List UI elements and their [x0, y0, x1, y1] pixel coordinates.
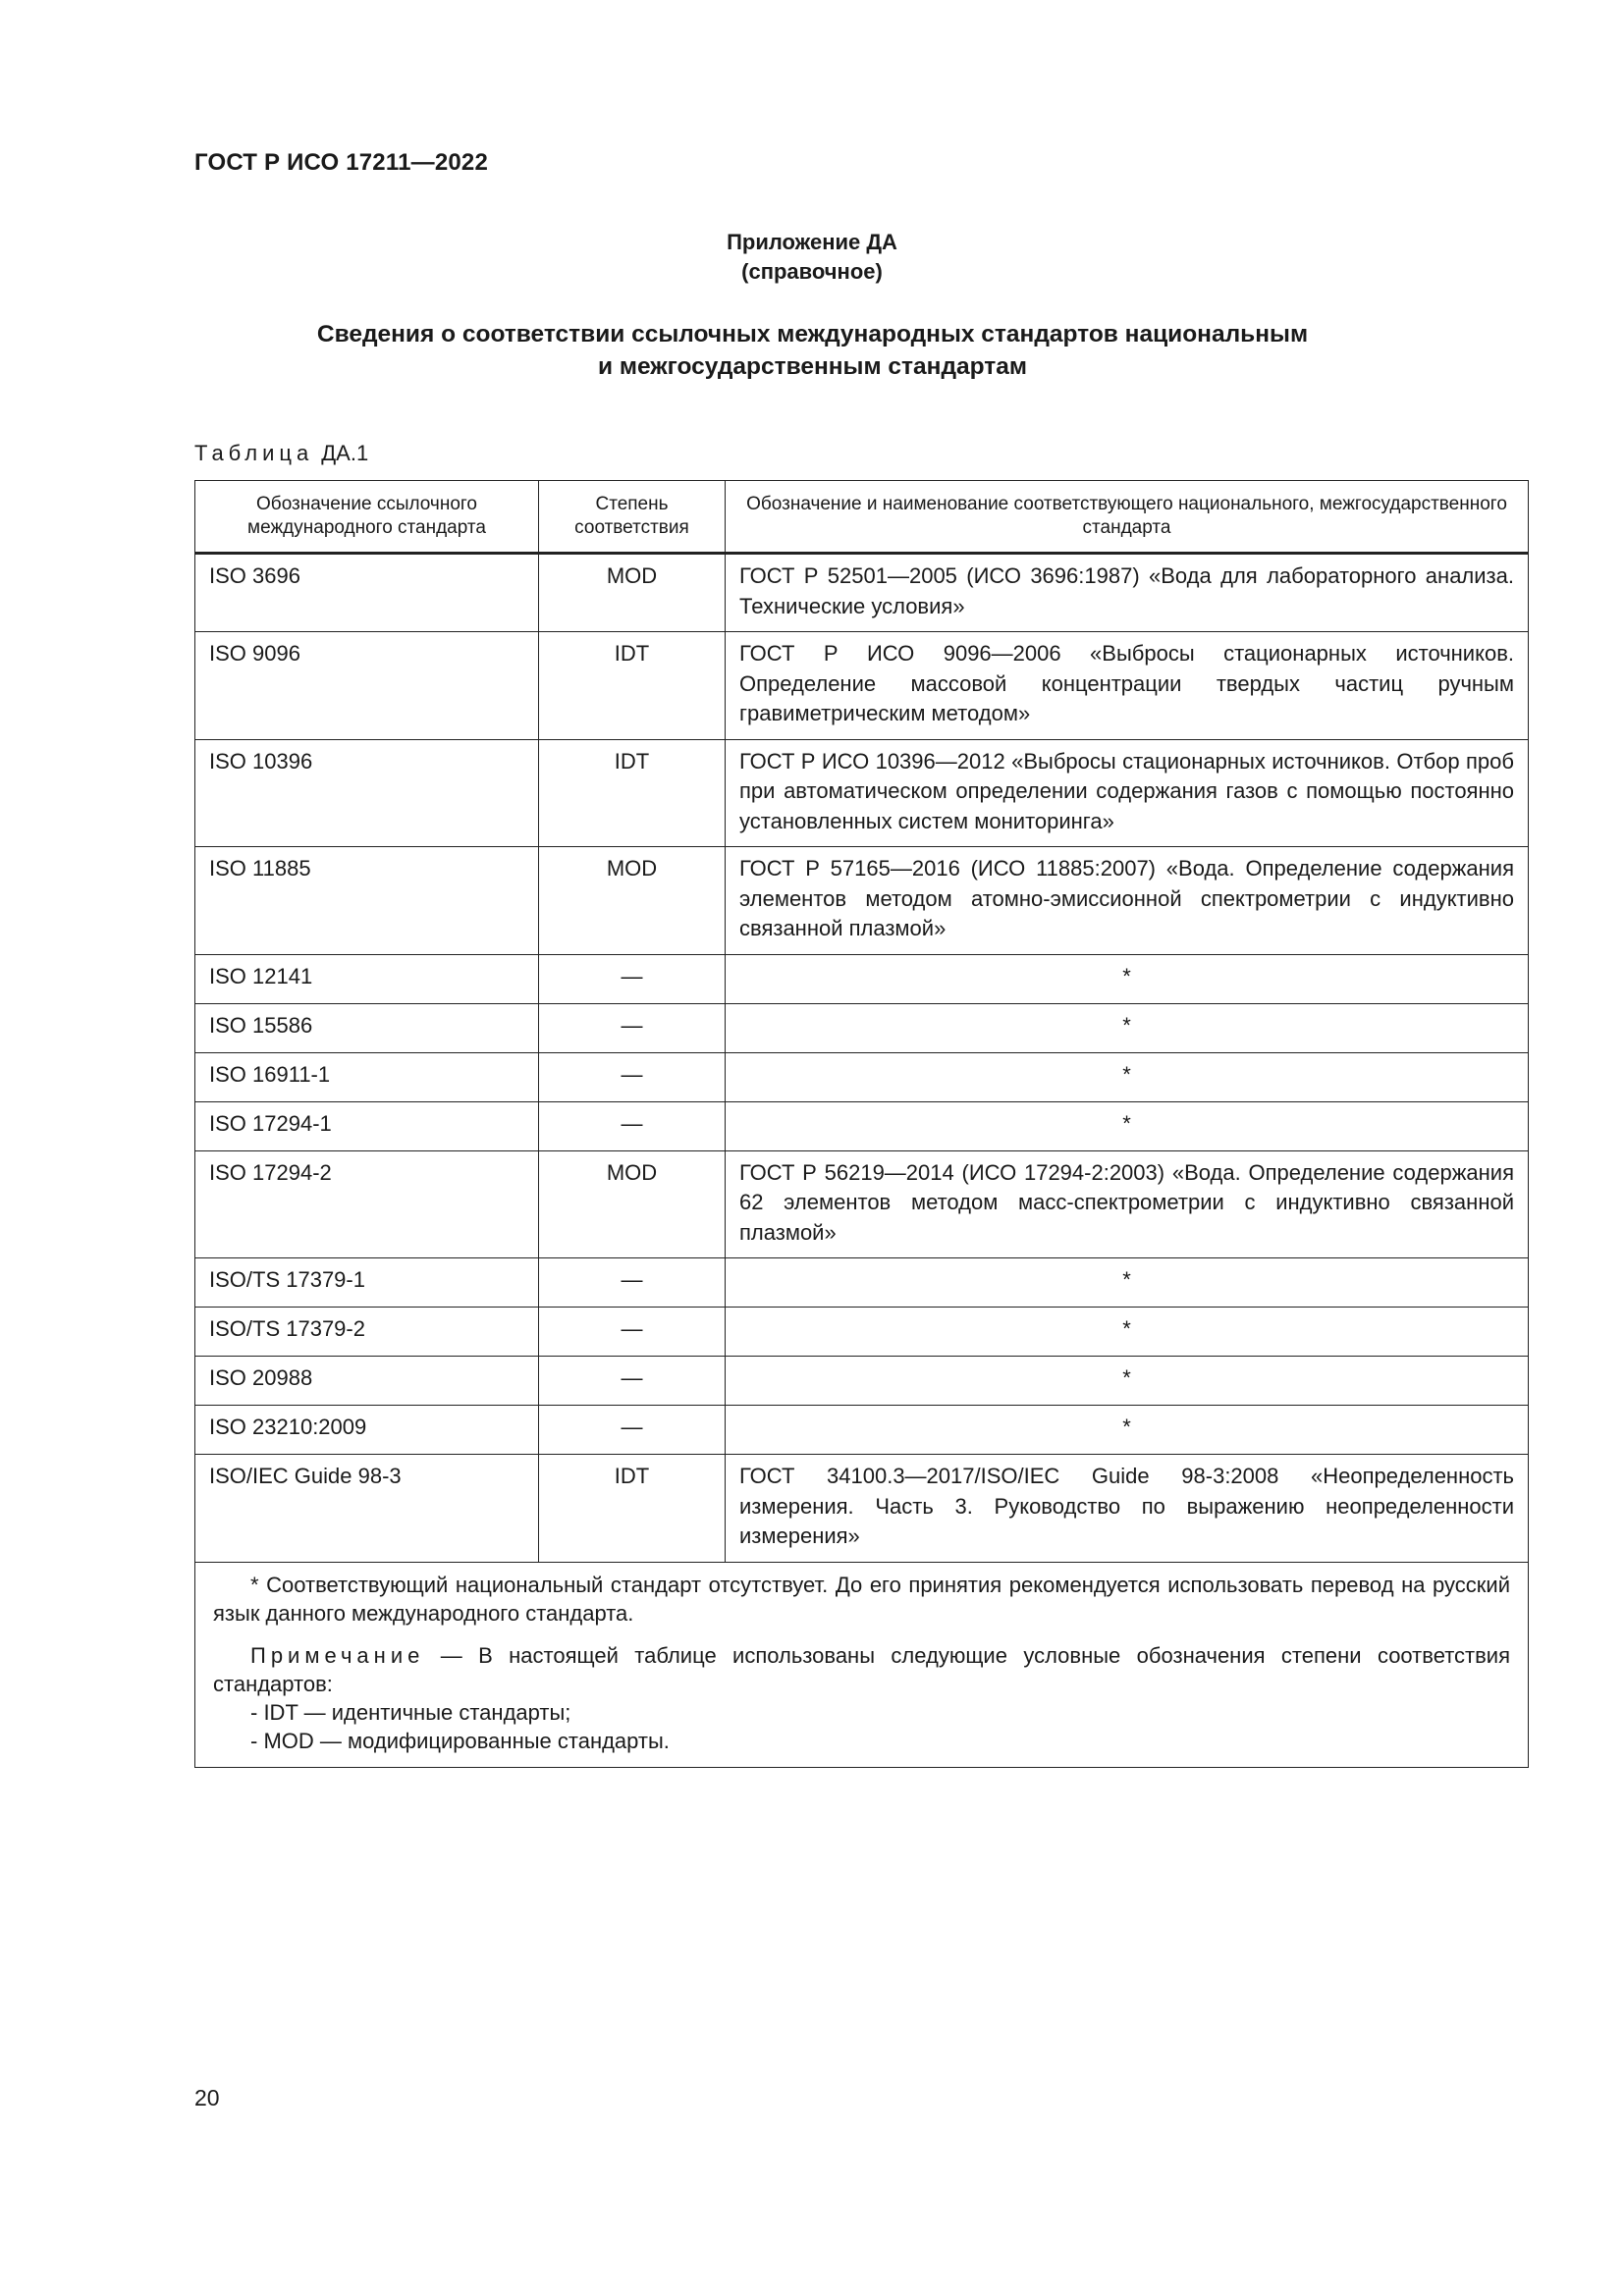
degree-cell: —: [539, 1357, 726, 1406]
appendix-title: Приложение ДА: [727, 230, 897, 254]
table-caption-number: ДА.1: [321, 441, 369, 465]
degree-cell: IDT: [539, 1455, 726, 1563]
degree-cell: —: [539, 954, 726, 1003]
note-item-mod: - MOD — модифицированные стандарты.: [250, 1728, 670, 1753]
table-row: [195, 632, 1529, 740]
table-row: [195, 554, 1529, 632]
designation-cell: ISO/IEC Guide 98-3: [195, 1455, 539, 1563]
table-row: [195, 1101, 1529, 1150]
table-row: [195, 1357, 1529, 1406]
national-standard-cell: *: [726, 1052, 1529, 1101]
degree-cell: MOD: [539, 1150, 726, 1258]
section-heading: [196, 318, 1429, 383]
designation-cell: ISO/TS 17379-1: [195, 1258, 539, 1308]
section-heading-line-2: и межгосударственным стандартам: [597, 353, 1028, 380]
designation-cell: ISO 20988: [195, 1357, 539, 1406]
table-row: [195, 1258, 1529, 1308]
degree-cell: —: [539, 1101, 726, 1150]
standards-table: [194, 480, 1529, 1768]
degree-cell: MOD: [539, 847, 726, 955]
degree-cell: IDT: [539, 632, 726, 740]
table-row: [195, 1150, 1529, 1258]
column-header-national-standard: Обозначение и наименование соответствующего национального, межгосударственного стандарта: [726, 481, 1529, 554]
national-standard-cell: *: [726, 954, 1529, 1003]
national-standard-cell: ГОСТ 34100.3—2017/ISO/IEC Guide 98-3:2008 «Неопределенность измерения. Часть 3. Руководство по выражению неопределенности измерения»: [726, 1455, 1529, 1563]
degree-cell: —: [539, 1406, 726, 1455]
national-standard-cell: ГОСТ Р 52501—2005 (ИСО 3696:1987) «Вода для лабораторного анализа. Технические условия»: [726, 554, 1529, 632]
table-row: [195, 1406, 1529, 1455]
note-item-idt: - IDT — идентичные стандарты;: [250, 1699, 571, 1725]
designation-cell: ISO 9096: [195, 632, 539, 740]
page-number: 20: [194, 2085, 220, 2110]
table-row: [195, 954, 1529, 1003]
table-note: [213, 1641, 1510, 1698]
column-header-designation: Обозначение ссылочного международного стандарта: [195, 481, 539, 554]
designation-cell: ISO 23210:2009: [195, 1406, 539, 1455]
designation-cell: ISO/TS 17379-2: [195, 1308, 539, 1357]
table-row: [195, 1455, 1529, 1563]
table-caption: [194, 441, 368, 466]
table-row: [195, 1052, 1529, 1101]
degree-cell: IDT: [539, 739, 726, 847]
section-heading-line-1: Сведения о соответствии ссылочных международных стандартов национальным: [316, 321, 1309, 347]
designation-cell: ISO 15586: [195, 1003, 539, 1052]
note-text: — В настоящей таблице использованы следующие условные обозначения степени соответствия стандартов:: [213, 1642, 1510, 1696]
designation-cell: ISO 10396: [195, 739, 539, 847]
national-standard-cell: ГОСТ Р ИСО 9096—2006 «Выбросы стационарных источников. Определение массовой концентрации твердых частиц ручным гравиметрическим методом»: [726, 632, 1529, 740]
table-row: [195, 739, 1529, 847]
appendix-heading: [0, 228, 1624, 287]
national-standard-cell: *: [726, 1406, 1529, 1455]
designation-cell: ISO 17294-2: [195, 1150, 539, 1258]
national-standard-cell: *: [726, 1003, 1529, 1052]
designation-cell: ISO 12141: [195, 954, 539, 1003]
national-standard-cell: ГОСТ Р ИСО 10396—2012 «Выбросы стационарных источников. Отбор проб при автоматическом определении содержания газов с помощью постоянно установленных систем мониторинга»: [726, 739, 1529, 847]
designation-cell: ISO 11885: [195, 847, 539, 955]
national-standard-cell: *: [726, 1308, 1529, 1357]
notes-row: [195, 1562, 1529, 1767]
column-header-degree: Степень соответствия: [539, 481, 726, 554]
national-standard-cell: ГОСТ Р 57165—2016 (ИСО 11885:2007) «Вода. Определение содержания элементов методом атомно-эмиссионной спектрометрии с индуктивно связанной плазмой»: [726, 847, 1529, 955]
table-footnote: * Соответствующий национальный стандарт отсутствует. До его принятия рекомендуется использовать перевод на русский язык данного международного стандарта.: [213, 1572, 1510, 1626]
table-header-row: [195, 481, 1529, 554]
document-code: ГОСТ Р ИСО 17211—2022: [194, 149, 489, 176]
degree-cell: MOD: [539, 554, 726, 632]
national-standard-cell: *: [726, 1258, 1529, 1308]
national-standard-cell: *: [726, 1101, 1529, 1150]
degree-cell: —: [539, 1052, 726, 1101]
degree-cell: —: [539, 1308, 726, 1357]
designation-cell: ISO 3696: [195, 554, 539, 632]
national-standard-cell: ГОСТ Р 56219—2014 (ИСО 17294-2:2003) «Вода. Определение содержания 62 элементов методом масс-спектрометрии с индуктивно связанной плазмой»: [726, 1150, 1529, 1258]
designation-cell: ISO 17294-1: [195, 1101, 539, 1150]
table-row: [195, 1003, 1529, 1052]
table-row: [195, 847, 1529, 955]
degree-cell: —: [539, 1003, 726, 1052]
designation-cell: ISO 16911-1: [195, 1052, 539, 1101]
notes-cell: [195, 1562, 1529, 1767]
national-standard-cell: *: [726, 1357, 1529, 1406]
degree-cell: —: [539, 1258, 726, 1308]
table-caption-label: Таблица: [194, 441, 314, 465]
table-row: [195, 1308, 1529, 1357]
appendix-subtitle: (справочное): [741, 259, 883, 284]
note-label: Примечание: [250, 1642, 425, 1668]
